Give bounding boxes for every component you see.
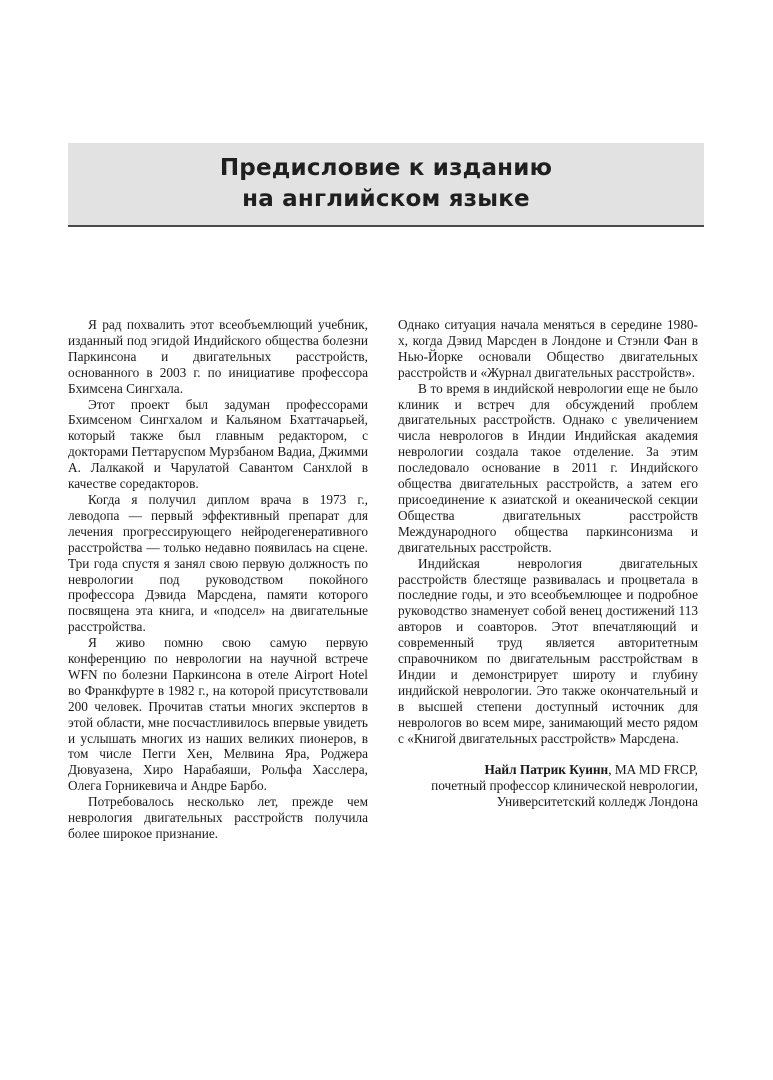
paragraph-1: Я рад похвалить этот всеобъемлющий учебник, изданный под эгидой Индийского общества болезни Паркинсона и двигательных расстройств, основанного в 2003 г. по инициативе профессора Бхимсена Сингхала. xyxy=(68,317,368,396)
paragraph-5-continued: Однако ситуация начала меняться в середине 1980-х, когда Дэвид Марсден в Лондоне и Стэнли Фан в Нью-Йорке основали Общество двигательных расстройств и «Журнал двигательных расстройств». xyxy=(398,317,698,380)
right-text-column xyxy=(398,317,698,810)
author-signature xyxy=(398,762,698,810)
paragraph-3: Когда я получил диплом врача в 1973 г., леводопа — первый эффективный препарат для лечения прогрессирующего нейродегенеративного расстройства — только недавно появилась на сцене. Три года спустя я занял свою первую должность по неврологии под руководством покойного профессора Дэвида Марсдена, памяти которого посвящена эта книга, и «подсел» на двигательные расстройства. xyxy=(68,491,368,635)
author-name: Найл Патрик Куинн xyxy=(484,762,609,778)
author-degrees: , MA MD FRCP, xyxy=(608,762,698,778)
left-text-column xyxy=(68,317,368,842)
author-institution: Университетский колледж Лондона xyxy=(496,794,698,810)
paragraph-5: Потребовалось несколько лет, прежде чем неврология двигательных расстройств получила более широкое признание. xyxy=(68,794,368,841)
title-banner xyxy=(68,143,704,227)
page-title-line-2: на английском языке xyxy=(242,186,530,212)
page-title-line-1: Предисловие к изданию xyxy=(219,155,553,181)
paragraph-6: В то время в индийской неврологии еще не было клиник и встреч для обсуждений проблем двигательных расстройств. Однако с увеличением числа неврологов в Индии Индийская академия неврологии создала такое отделение. За этим последовало основание в 2011 г. Индийского общества двигательных расстройств, а затем его присоединение к азиатской и океанической секции Общества двигательных расстройств Международного общества паркинсонизма и двигательных расстройств. xyxy=(398,380,698,555)
signature-name-line xyxy=(398,762,698,778)
paragraph-4: Я живо помню свою самую первую конференцию по неврологии на научной встрече WFN по болезни Паркинсона в отеле Airport Hotel во Франкфурте в 1982 г., на которой присутствовали 200 человек. Прочитав статьи многих экспертов в этой области, мне посчастливилось впервые увидеть и услышать многих из наших великих пионеров, в том числе Пегги Хен, Мелвина Яра, Роджера Дювуазена, Хиро Нарабаяши, Рольфа Хасслера, Олега Горникевича и Андре Барбо. xyxy=(68,635,368,794)
paragraph-7: Индийская неврология двигательных расстройств блестяще развивалась и процветала в последние годы, и это всеобъемлющее и подробное руководство знаменует собой венец достижений 113 авторов и соавторов. Этот впечатляющий и современный труд является авторитетным справочником по двигательным расстройствам в Индии и демонстрирует широту и глубину индийской неврологии. Это также окончательный и в высшей степени доступный источник для неврологов во всем мире, занимающий место рядом с «Книгой двигательных расстройств» Марсдена. xyxy=(398,555,698,746)
paragraph-2: Этот проект был задуман профессорами Бхимсеном Сингхалом и Кальяном Бхаттачарьей, который также был главным редактором, с докторами Петтаруспом Мурзбаном Вадиа, Джимми А. Лалкакой и Чарулатой Савантом Санхлой в качестве соредакторов. xyxy=(68,396,368,492)
author-position: почетный профессор клинической неврологии, xyxy=(431,778,698,794)
